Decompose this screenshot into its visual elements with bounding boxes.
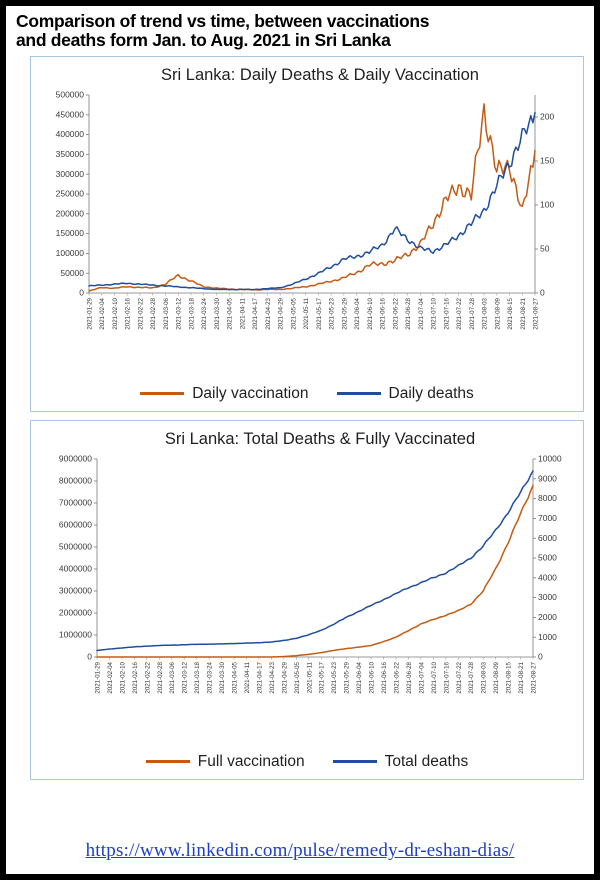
svg-text:3000000: 3000000 (58, 585, 92, 596)
svg-text:2021-06-04: 2021-06-04 (354, 297, 362, 330)
svg-text:9000000: 9000000 (58, 453, 92, 464)
svg-text:2021-04-23: 2021-04-23 (264, 297, 272, 330)
source-link-wrap (6, 840, 594, 862)
svg-text:2021-04-29: 2021-04-29 (281, 661, 289, 694)
svg-text:2021-03-12: 2021-03-12 (181, 661, 189, 694)
svg-text:2021-06-16: 2021-06-16 (381, 661, 389, 694)
svg-text:2021-05-11: 2021-05-11 (303, 297, 311, 329)
legend-swatch-full-vaccination (146, 760, 190, 763)
svg-text:2021-06-22: 2021-06-22 (392, 297, 400, 330)
svg-text:1000000: 1000000 (58, 629, 92, 640)
svg-text:2021-07-04: 2021-07-04 (417, 297, 425, 330)
svg-text:250000: 250000 (55, 188, 84, 199)
svg-text:2021-02-04: 2021-02-04 (106, 661, 114, 694)
svg-text:2021-02-10: 2021-02-10 (119, 661, 127, 694)
svg-text:8000000: 8000000 (58, 475, 92, 486)
svg-text:2021-05-23: 2021-05-23 (331, 661, 339, 694)
chart-card-total (30, 420, 584, 780)
legend-swatch-vaccination (140, 392, 184, 395)
svg-text:9000: 9000 (538, 473, 557, 484)
svg-text:2021-04-11: 2021-04-11 (239, 297, 247, 329)
svg-text:2021-08-15: 2021-08-15 (505, 661, 513, 694)
svg-text:50000: 50000 (60, 267, 84, 278)
svg-text:2021-08-03: 2021-08-03 (480, 661, 488, 694)
svg-text:2021-07-22: 2021-07-22 (455, 661, 463, 694)
svg-text:8000: 8000 (538, 492, 557, 503)
svg-text:2021-05-05: 2021-05-05 (293, 661, 301, 694)
svg-text:2021-05-29: 2021-05-29 (343, 661, 351, 694)
svg-text:2021-08-15: 2021-08-15 (507, 297, 515, 330)
svg-text:450000: 450000 (55, 109, 84, 120)
svg-text:300000: 300000 (55, 168, 84, 179)
svg-text:2021-07-16: 2021-07-16 (443, 661, 451, 694)
svg-text:2021-05-29: 2021-05-29 (341, 297, 349, 330)
page-title-line-1: Comparison of trend vs time, between vaccinations (16, 11, 430, 31)
svg-text:2021-06-10: 2021-06-10 (366, 297, 374, 330)
svg-text:2021-03-30: 2021-03-30 (219, 661, 227, 694)
svg-text:0: 0 (540, 287, 545, 298)
legend-daily (31, 385, 583, 403)
legend-item-total-deaths (321, 753, 481, 771)
svg-text:2021-05-17: 2021-05-17 (315, 297, 323, 330)
svg-text:2021-07-10: 2021-07-10 (430, 297, 438, 330)
svg-text:4000: 4000 (538, 572, 557, 583)
chart-svg-daily (31, 85, 577, 355)
svg-text:200000: 200000 (55, 208, 84, 219)
svg-text:200: 200 (540, 111, 555, 122)
svg-text:2021-02-16: 2021-02-16 (124, 297, 132, 330)
page-title (6, 6, 594, 52)
source-link[interactable]: https://www.linkedin.com/pulse/remedy-dr-eshan-dias/ (85, 840, 515, 861)
page-title-line-2: and deaths form Jan. to Aug. 2021 in Sri Lanka (16, 29, 391, 50)
svg-text:100000: 100000 (55, 247, 84, 258)
legend-item-daily-vaccination (128, 385, 320, 403)
svg-text:2021-03-24: 2021-03-24 (206, 661, 214, 694)
svg-text:2021-08-21: 2021-08-21 (518, 661, 526, 694)
svg-text:2021-08-09: 2021-08-09 (494, 297, 502, 330)
svg-text:2021-05-17: 2021-05-17 (318, 661, 326, 694)
svg-text:2021-03-12: 2021-03-12 (175, 297, 183, 330)
svg-text:150: 150 (540, 155, 555, 166)
legend-item-daily-deaths (325, 385, 486, 403)
svg-text:2021-04-17: 2021-04-17 (256, 661, 264, 694)
svg-text:2021-02-10: 2021-02-10 (111, 297, 119, 330)
svg-text:2021-03-18: 2021-03-18 (194, 661, 202, 694)
svg-text:2021-02-16: 2021-02-16 (131, 661, 139, 694)
svg-text:2000000: 2000000 (58, 607, 92, 618)
svg-text:2021-04-11: 2021-04-11 (243, 661, 251, 693)
legend-total (31, 753, 583, 771)
svg-text:350000: 350000 (55, 148, 84, 159)
svg-text:2021-07-04: 2021-07-04 (418, 661, 426, 694)
svg-text:2021-03-24: 2021-03-24 (201, 297, 209, 330)
svg-text:2021-06-28: 2021-06-28 (405, 297, 413, 330)
svg-text:2021-04-17: 2021-04-17 (252, 297, 260, 330)
plot-area-total (31, 449, 583, 721)
svg-text:2021-02-28: 2021-02-28 (156, 661, 164, 694)
svg-text:2021-03-06: 2021-03-06 (162, 297, 170, 330)
legend-swatch-total-deaths (333, 760, 377, 763)
svg-text:6000000: 6000000 (58, 519, 92, 530)
svg-text:2021-06-22: 2021-06-22 (393, 661, 401, 694)
chart-title-total: Sri Lanka: Total Deaths & Fully Vaccinated (164, 429, 476, 448)
svg-text:2021-05-11: 2021-05-11 (306, 661, 314, 693)
svg-text:2021-02-28: 2021-02-28 (150, 297, 158, 330)
svg-text:5000000: 5000000 (58, 541, 92, 552)
svg-text:2021-06-16: 2021-06-16 (379, 297, 387, 330)
svg-text:7000: 7000 (538, 512, 557, 523)
svg-text:5000: 5000 (538, 552, 557, 563)
svg-text:4000000: 4000000 (58, 563, 92, 574)
legend-item-full-vaccination (134, 753, 317, 771)
svg-text:2021-07-28: 2021-07-28 (468, 661, 476, 694)
svg-text:2021-04-23: 2021-04-23 (268, 661, 276, 694)
svg-text:2021-07-28: 2021-07-28 (468, 297, 476, 330)
svg-text:2021-07-16: 2021-07-16 (443, 297, 451, 330)
svg-text:2021-04-05: 2021-04-05 (231, 661, 239, 694)
svg-text:2021-06-28: 2021-06-28 (405, 661, 413, 694)
svg-text:500000: 500000 (55, 89, 84, 100)
svg-text:3000: 3000 (538, 591, 557, 602)
legend-label-vaccination: Daily vaccination (192, 384, 309, 402)
svg-text:2021-02-22: 2021-02-22 (137, 297, 145, 330)
svg-text:2021-01-29: 2021-01-29 (94, 661, 102, 694)
svg-text:400000: 400000 (55, 128, 84, 139)
svg-text:2021-03-30: 2021-03-30 (213, 297, 221, 330)
legend-label-total-deaths: Total deaths (384, 752, 469, 770)
legend-label-deaths: Daily deaths (388, 384, 474, 402)
svg-text:7000000: 7000000 (58, 497, 92, 508)
svg-text:2021-05-05: 2021-05-05 (290, 297, 298, 330)
svg-text:2000: 2000 (538, 611, 557, 622)
svg-text:2021-08-27: 2021-08-27 (532, 297, 540, 330)
svg-text:2021-08-27: 2021-08-27 (530, 661, 538, 694)
svg-text:2021-01-29: 2021-01-29 (86, 297, 94, 330)
svg-text:2021-03-06: 2021-03-06 (169, 661, 177, 694)
chart-svg-total (31, 449, 577, 721)
svg-text:100: 100 (540, 199, 555, 210)
svg-text:2021-02-04: 2021-02-04 (99, 297, 107, 330)
svg-text:2021-07-10: 2021-07-10 (430, 661, 438, 694)
svg-text:6000: 6000 (538, 532, 557, 543)
legend-label-full-vaccination: Full vaccination (197, 752, 305, 770)
plot-area-daily (31, 85, 583, 355)
chart-card-daily (30, 56, 584, 412)
chart-title-daily: Sri Lanka: Daily Deaths & Daily Vaccination (161, 65, 479, 84)
svg-text:50: 50 (540, 243, 550, 254)
svg-text:0: 0 (79, 287, 84, 298)
svg-text:2021-05-23: 2021-05-23 (328, 297, 336, 330)
svg-text:2021-04-05: 2021-04-05 (226, 297, 234, 330)
svg-text:2021-03-18: 2021-03-18 (188, 297, 196, 330)
svg-text:2021-08-21: 2021-08-21 (519, 297, 527, 330)
svg-text:0: 0 (87, 651, 92, 662)
legend-swatch-deaths (337, 392, 381, 395)
svg-text:2021-06-04: 2021-06-04 (356, 661, 364, 694)
svg-text:2021-08-09: 2021-08-09 (493, 661, 501, 694)
svg-text:150000: 150000 (55, 227, 84, 238)
svg-text:10000: 10000 (538, 453, 562, 464)
svg-text:2021-07-22: 2021-07-22 (456, 297, 464, 330)
svg-text:2021-08-03: 2021-08-03 (481, 297, 489, 330)
svg-text:2021-04-29: 2021-04-29 (277, 297, 285, 330)
svg-text:0: 0 (538, 651, 543, 662)
svg-text:2021-06-10: 2021-06-10 (368, 661, 376, 694)
svg-text:1000: 1000 (538, 631, 557, 642)
svg-text:2021-02-22: 2021-02-22 (144, 661, 152, 694)
